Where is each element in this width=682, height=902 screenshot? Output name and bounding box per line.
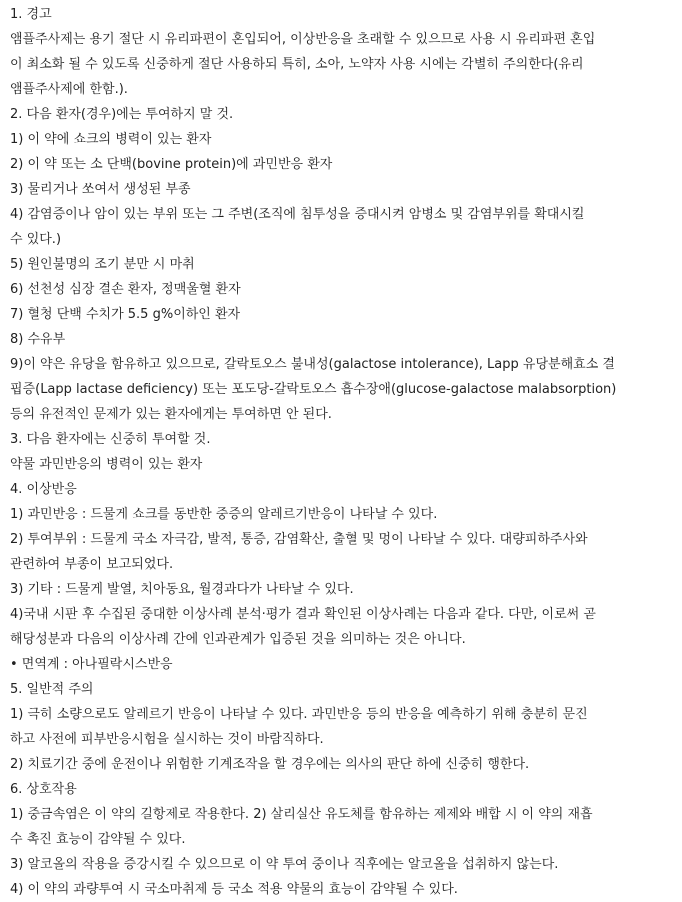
- text-line: 1) 극히 소량으로도 알레르기 반응이 나타날 수 있다. 과민반응 등의 반응을 예측하기 위해 충분히 문진: [10, 707, 588, 722]
- text-line: 등의 유전적인 문제가 있는 환자에게는 투여하면 안 된다.: [10, 407, 332, 422]
- text-line: 2. 다음 환자(경우)에는 투여하지 말 것.: [10, 107, 234, 122]
- text-line: 3) 알코올의 작용을 증강시킬 수 있으므로 이 약 투여 중이나 직후에는 알코올을 섭취하지 않는다.: [10, 857, 559, 872]
- text-line: • 면역계 : 아나필락시스반응: [10, 657, 173, 672]
- text-line: 앰플주사제는 용기 절단 시 유리파편이 혼입되어, 이상반응을 초래할 수 있으므로 사용 시 유리파편 혼입: [10, 32, 596, 47]
- text-line: 수 있다.): [10, 232, 62, 247]
- text-line: 하고 사전에 피부반응시험을 실시하는 것이 바람직하다.: [10, 732, 324, 747]
- text-line: 2) 투여부위 : 드물게 국소 자극감, 발적, 통증, 감염확산, 출혈 및 멍이 나타날 수 있다. 대량피하주사와: [10, 532, 588, 547]
- text-line: 6. 상호작용: [10, 782, 77, 797]
- text-line: 수 촉진 효능이 감약될 수 있다.: [10, 832, 186, 847]
- text-line: 핍증(Lapp lactase deficiency) 또는 포도당-갈락토오스 흡수장애(glucose-galactose malabsorption): [10, 382, 617, 397]
- text-line: 9)이 약은 유당을 함유하고 있으므로, 갈락토오스 불내성(galactose intolerance), Lapp 유당분해효소 결: [10, 357, 615, 372]
- text-line: 관련하여 부종이 보고되었다.: [10, 557, 174, 572]
- text-line: 해당성분과 다음의 이상사례 간에 인과관계가 입증된 것을 의미하는 것은 아니다.: [10, 632, 466, 647]
- text-line: 3) 물리거나 쏘여서 생성된 부종: [10, 182, 191, 197]
- text-line: 4)국내 시판 후 수집된 중대한 이상사례 분석·평가 결과 확인된 이상사례는 다음과 같다. 다만, 이로써 곧: [10, 607, 596, 622]
- text-line: 5. 일반적 주의: [10, 682, 94, 697]
- text-line: 3) 기타 : 드물게 발열, 치아동요, 월경과다가 나타날 수 있다.: [10, 582, 354, 597]
- text-line: 4. 이상반응: [10, 482, 77, 497]
- text-line: 2) 치료기간 중에 운전이나 위험한 기계조작을 할 경우에는 의사의 판단 하에 신중히 행한다.: [10, 757, 530, 772]
- text-line: 4) 감염증이나 암이 있는 부위 또는 그 주변(조직에 침투성을 증대시켜 암병소 및 감염부위를 확대시킬: [10, 207, 585, 222]
- text-line: 1) 중금속염은 이 약의 길항제로 작용한다. 2) 살리실산 유도체를 함유하는 제제와 배합 시 이 약의 재흡: [10, 807, 593, 822]
- text-line: 4) 이 약의 과량투여 시 국소마취제 등 국소 적용 약물의 효능이 감약될 수 있다.: [10, 882, 458, 897]
- text-line: 3. 다음 환자에는 신중히 투여할 것.: [10, 432, 211, 447]
- text-line: 약물 과민반응의 병력이 있는 환자: [10, 457, 203, 472]
- text-line: 8) 수유부: [10, 332, 66, 347]
- text-line: 6) 선천성 심장 결손 환자, 정맥울혈 환자: [10, 282, 241, 297]
- text-line: 앰플주사제에 한함.).: [10, 82, 128, 97]
- text-line: 1. 경고: [10, 7, 52, 22]
- text-line: 이 최소화 될 수 있도록 신중하게 절단 사용하되 특히, 소아, 노약자 사용 시에는 각별히 주의한다(유리: [10, 57, 584, 72]
- text-line: 5) 원인불명의 조기 분만 시 마취: [10, 257, 195, 272]
- text-line: 7) 혈청 단백 수치가 5.5 g%이하인 환자: [10, 307, 241, 322]
- text-line: 1) 과민반응 : 드물게 쇼크를 동반한 중증의 알레르기반응이 나타날 수 있다.: [10, 507, 438, 522]
- text-line: 1) 이 약에 쇼크의 병력이 있는 환자: [10, 132, 212, 147]
- text-line: 2) 이 약 또는 소 단백(bovine protein)에 과민반응 환자: [10, 157, 333, 172]
